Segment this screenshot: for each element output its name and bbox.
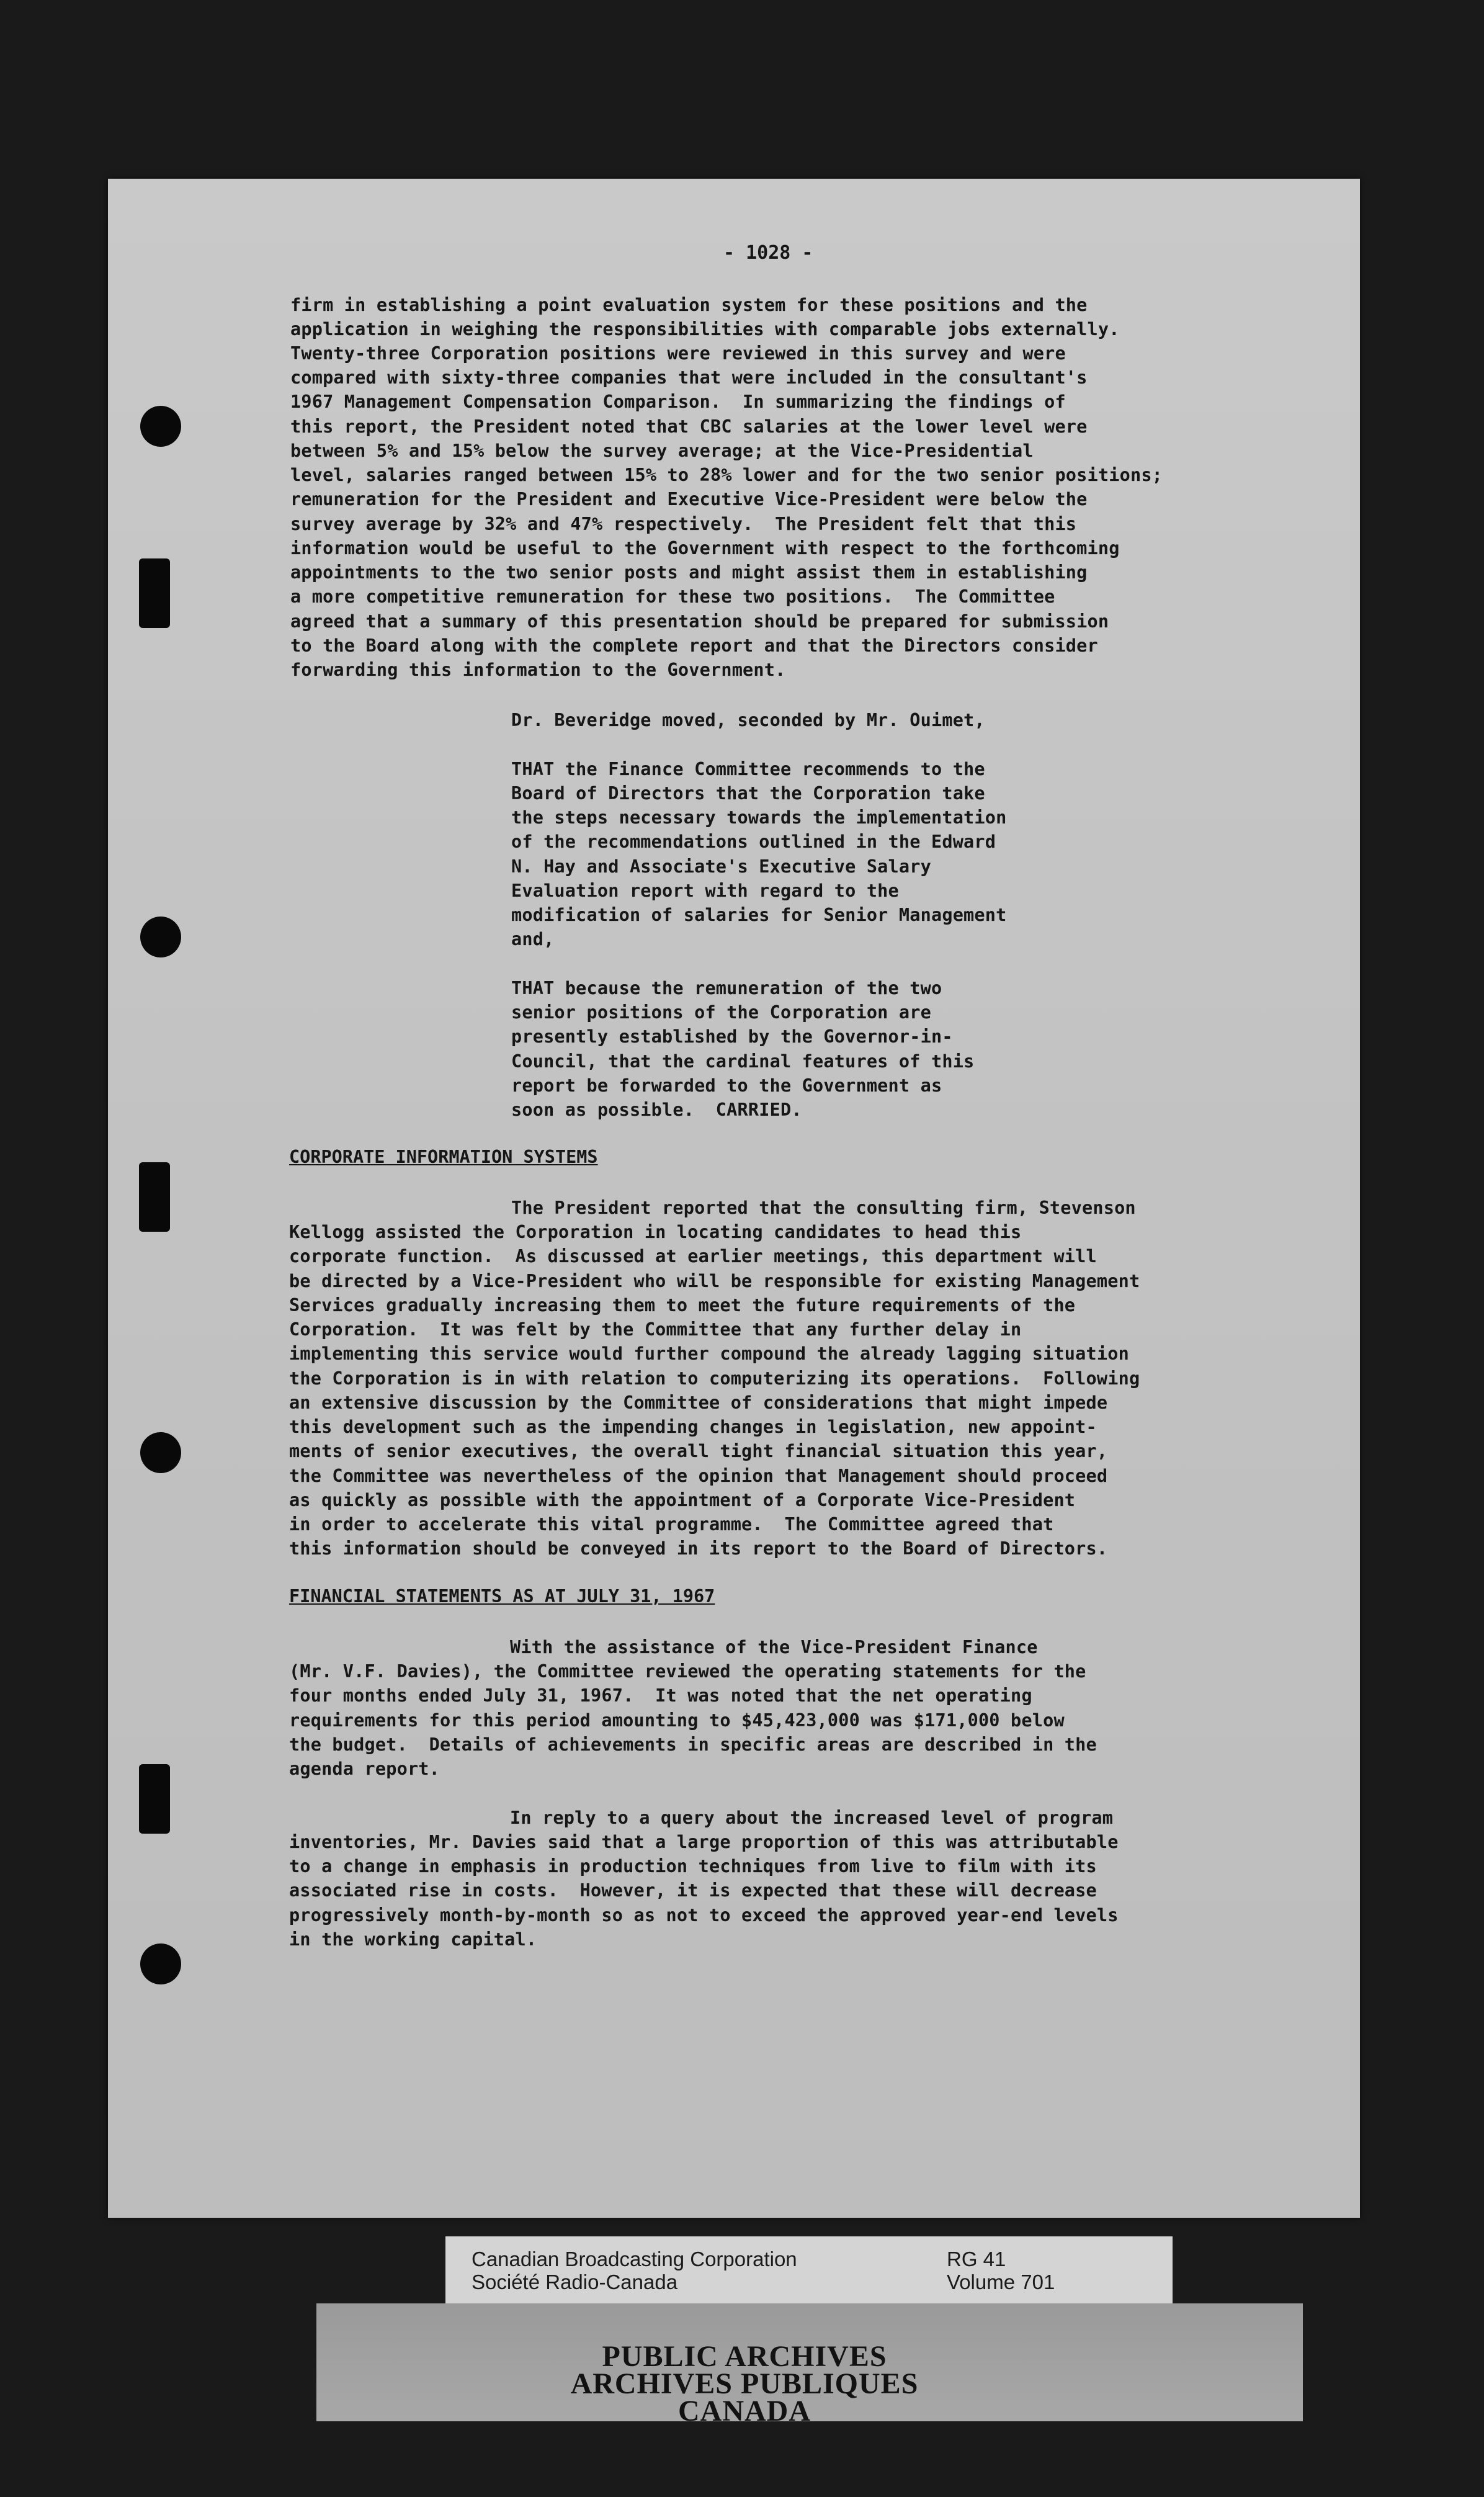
text-line: an extensive discussion by the Committee of considerations that might impede — [289, 1392, 1108, 1413]
text-line: this report, the President noted that CBC salaries at the lower level were — [290, 416, 1088, 437]
text-line: senior positions of the Corporation are — [511, 1002, 931, 1023]
text-line: Board of Directors that the Corporation take — [511, 783, 985, 804]
text-line: to a change in emphasis in production techniques from live to film with its — [289, 1856, 1097, 1876]
text-line: forwarding this information to the Government. — [290, 660, 786, 680]
text-line: requirements for this period amounting to $45,423,000 was $171,000 below — [289, 1710, 1065, 1731]
text-line: information would be useful to the Government with respect to the forthcoming — [290, 538, 1120, 558]
text-line: ments of senior executives, the overall tight financial situation this year, — [289, 1441, 1108, 1461]
text-line: this information should be conveyed in its report to the Board of Directors. — [289, 1538, 1108, 1559]
motion-intro: Dr. Beveridge moved, seconded by Mr. Ouimet, — [511, 710, 985, 730]
org-name-fr: Société Radio-Canada — [472, 2271, 678, 2293]
text-line: and, — [511, 929, 555, 949]
text-line: to the Board along with the complete report and that the Directors consider — [290, 635, 1098, 656]
binder-hole-rect — [139, 1162, 170, 1232]
binder-hole-rect — [139, 1764, 170, 1834]
binder-hole-round — [140, 406, 181, 447]
text-line: corporate function. As discussed at earlier meetings, this department will — [289, 1246, 1097, 1266]
text-line: progressively month-by-month so as not to exceed the approved year-end levels — [289, 1905, 1119, 1925]
text-line: report be forwarded to the Government as — [511, 1075, 942, 1096]
section-heading-financial: FINANCIAL STATEMENTS AS AT JULY 31, 1967 — [289, 1586, 715, 1607]
page-number: - 1028 - — [723, 242, 813, 264]
text-line: N. Hay and Associate's Executive Salary — [511, 856, 931, 877]
text-line: 1967 Management Compensation Comparison. In summarizing the findings of — [290, 392, 1066, 412]
text-line: soon as possible. CARRIED. — [511, 1100, 802, 1120]
archive-label — [445, 2236, 1173, 2303]
text-line: THAT because the remuneration of the two — [511, 978, 942, 998]
org-name-en: Canadian Broadcasting Corporation — [472, 2248, 797, 2271]
text-line: In reply to a query about the increased level of program — [510, 1808, 1114, 1828]
text-line: associated rise in costs. However, it is expected that these will decrease — [289, 1880, 1097, 1901]
text-line: firm in establishing a point evaluation system for these positions and the — [290, 295, 1088, 315]
archive-label-org — [472, 2248, 797, 2293]
text-line: Services gradually increasing them to meet the future requirements of the — [289, 1295, 1076, 1316]
text-line: remuneration for the President and Executive Vice-President were below the — [290, 489, 1088, 509]
text-line: the budget. Details of achievements in specific areas are described in the — [289, 1734, 1097, 1755]
text-line: in the working capital. — [289, 1929, 537, 1950]
text-line: Council, that the cardinal features of this — [511, 1051, 975, 1072]
binder-hole-round — [140, 1432, 181, 1473]
section-heading-cis: CORPORATE INFORMATION SYSTEMS — [289, 1147, 598, 1167]
stamp-line: PUBLIC ARCHIVES — [602, 2340, 887, 2373]
text-line: the Committee was nevertheless of the opinion that Management should proceed — [289, 1466, 1108, 1486]
text-line: in order to accelerate this vital programme. The Committee agreed that — [289, 1514, 1054, 1535]
text-line: With the assistance of the Vice-President Finance — [510, 1637, 1038, 1657]
text-line: Kellogg assisted the Corporation in locating candidates to head this — [289, 1222, 1022, 1242]
text-line: inventories, Mr. Davies said that a large proportion of this was attributable — [289, 1832, 1119, 1852]
text-line: between 5% and 15% below the survey average; at the Vice-Presidential — [290, 441, 1034, 461]
text-line: as quickly as possible with the appointment of a Corporate Vice-President — [289, 1490, 1076, 1510]
archive-label-reference — [947, 2248, 1055, 2293]
text-line: of the recommendations outlined in the Edward — [511, 832, 996, 852]
text-line: implementing this service would further compound the already lagging situation — [289, 1343, 1129, 1364]
text-line: application in weighing the responsibilities with comparable jobs externally. — [290, 319, 1120, 339]
binder-hole-rect — [139, 558, 170, 628]
text-line: Corporation. It was felt by the Committee that any further delay in — [289, 1319, 1022, 1340]
volume: Volume 701 — [947, 2271, 1055, 2293]
text-line: Evaluation report with regard to the — [511, 881, 899, 901]
text-line: presently established by the Governor-in- — [511, 1026, 953, 1047]
text-line: be directed by a Vice-President who will be responsible for existing Management — [289, 1271, 1140, 1291]
text-line: agenda report. — [289, 1759, 440, 1779]
text-line: this development such as the impending changes in legislation, new appoint- — [289, 1417, 1097, 1437]
text-line: agreed that a summary of this presentation should be prepared for submission — [290, 611, 1109, 632]
record-group: RG 41 — [947, 2248, 1006, 2271]
text-line: (Mr. V.F. Davies), the Committee reviewed the operating statements for the — [289, 1661, 1086, 1682]
text-line: THAT the Finance Committee recommends to the — [511, 759, 985, 779]
text-line: appointments to the two senior posts and might assist them in establishing — [290, 562, 1088, 583]
text-line: level, salaries ranged between 15% to 28% lower and for the two senior positions; — [290, 465, 1163, 485]
text-line: survey average by 32% and 47% respectively. The President felt that this — [290, 514, 1077, 534]
public-archives-stamp — [434, 2340, 1055, 2428]
stamp-line: CANADA — [678, 2395, 811, 2428]
text-line: the steps necessary towards the implementation — [511, 807, 1007, 828]
binder-hole-round — [140, 1943, 181, 1984]
text-line: Twenty-three Corporation positions were reviewed in this survey and were — [290, 343, 1066, 364]
text-line: four months ended July 31, 1967. It was noted that the net operating — [289, 1685, 1032, 1706]
text-line: a more competitive remuneration for these two positions. The Committee — [290, 586, 1055, 607]
binder-hole-round — [140, 917, 181, 957]
text-line: modification of salaries for Senior Management — [511, 905, 1007, 925]
text-line: The President reported that the consulting firm, Stevenson — [511, 1198, 1136, 1218]
text-line: compared with sixty-three companies that were included in the consultant's — [290, 367, 1088, 388]
text-line: the Corporation is in with relation to computerizing its operations. Following — [289, 1368, 1140, 1389]
stamp-line: ARCHIVES PUBLIQUES — [570, 2367, 919, 2400]
